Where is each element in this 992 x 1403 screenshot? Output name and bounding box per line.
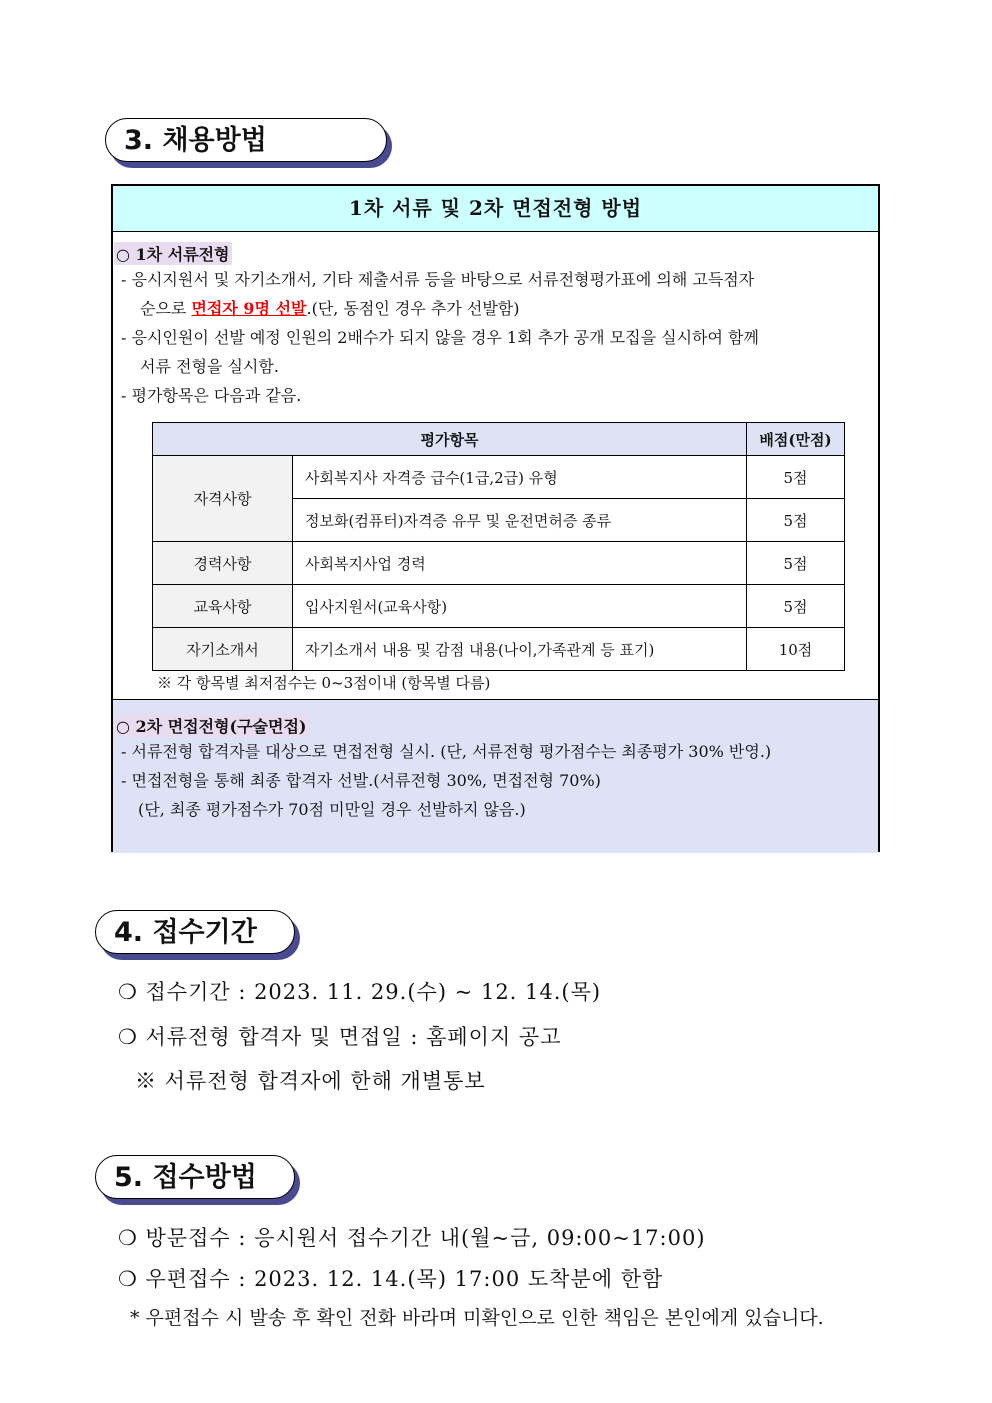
item-cell: 정보화(컴퓨터)자격증 유무 및 운전면허증 종류 bbox=[293, 499, 747, 542]
score-cell: 5점 bbox=[747, 499, 845, 542]
text: .(단, 동점인 경우 추가 선발함) bbox=[306, 299, 520, 318]
stage1-line3: - 응시인원이 선발 예정 인원의 2배수가 되지 않을 경우 1회 추가 공개 모집을 실시하여 함께 bbox=[121, 328, 759, 347]
highlight-text: 면접자 9명 선발 bbox=[191, 299, 307, 318]
stage1-line1: - 응시지원서 및 자기소개서, 기타 제출서류 등을 바탕으로 서류전형평가표에 의해 고득점자 bbox=[121, 270, 755, 289]
score-cell: 5점 bbox=[747, 585, 845, 628]
stage1-line5: - 평가항목은 다음과 같음. bbox=[121, 386, 302, 405]
item-cell: 사회복지사 자격증 급수(1급,2급) 유형 bbox=[293, 456, 747, 499]
table-row bbox=[153, 456, 845, 499]
table-note: ※ 각 항목별 최저점수는 0~3점이내 (항목별 다름) bbox=[157, 674, 491, 692]
stage1-line4: 서류 전형을 실시함. bbox=[140, 357, 279, 376]
stage2-section bbox=[113, 700, 878, 853]
text: 순으로 bbox=[140, 299, 192, 318]
category-cell: 자격사항 bbox=[153, 456, 293, 542]
period-note: ※ 서류전형 합격자에 한해 개별통보 bbox=[135, 1069, 486, 1093]
evaluation-table bbox=[152, 422, 845, 671]
period-item: ❍ 서류전형 합격자 및 면접일 : 홈페이지 공고 bbox=[118, 1025, 562, 1049]
category-cell: 경력사항 bbox=[153, 542, 293, 585]
table-row bbox=[153, 628, 845, 671]
box-title: 1차 서류 및 2차 면접전형 방법 bbox=[113, 186, 878, 232]
score-cell: 5점 bbox=[747, 542, 845, 585]
item-cell: 입사지원서(교육사항) bbox=[293, 585, 747, 628]
section-4-heading: 4. 접수기간 bbox=[95, 910, 295, 954]
stage2-label: ○ 2차 면접전형(구술면접) bbox=[114, 714, 308, 737]
header-item: 평가항목 bbox=[153, 423, 747, 456]
table-row bbox=[153, 585, 845, 628]
table-header-row bbox=[153, 423, 845, 456]
section-5-heading: 5. 접수방법 bbox=[95, 1155, 295, 1199]
selection-method-box bbox=[111, 184, 880, 852]
stage2-line2: - 면접전형을 통해 최종 합격자 선발.(서류전형 30%, 면접전형 70%) bbox=[121, 771, 601, 790]
method-item: ❍ 방문접수 : 응시원서 접수기간 내(월~금, 09:00~17:00) bbox=[118, 1226, 706, 1250]
stage1-section bbox=[113, 232, 878, 700]
item-cell: 사회복지사업 경력 bbox=[293, 542, 747, 585]
category-cell: 자기소개서 bbox=[153, 628, 293, 671]
period-item: ❍ 접수기간 : 2023. 11. 29.(수) ~ 12. 14.(목) bbox=[118, 980, 602, 1004]
score-cell: 10점 bbox=[747, 628, 845, 671]
table-row bbox=[153, 542, 845, 585]
method-note: * 우편접수 시 발송 후 확인 전화 바라며 미확인으로 인한 책임은 본인에게 있습니다. bbox=[130, 1307, 824, 1329]
category-cell: 교육사항 bbox=[153, 585, 293, 628]
score-cell: 5점 bbox=[747, 456, 845, 499]
item-cell: 자기소개서 내용 및 감점 내용(나이,가족관계 등 표기) bbox=[293, 628, 747, 671]
stage1-label: ○ 1차 서류전형 bbox=[114, 242, 232, 265]
header-score: 배점(만점) bbox=[747, 423, 845, 456]
method-item: ❍ 우편접수 : 2023. 12. 14.(목) 17:00 도착분에 한함 bbox=[118, 1267, 664, 1291]
stage2-line3: (단, 최종 평가점수가 70점 미만일 경우 선발하지 않음.) bbox=[138, 800, 526, 819]
stage1-line2 bbox=[140, 294, 878, 323]
section-3-heading: 3. 채용방법 bbox=[105, 118, 387, 162]
stage2-line1: - 서류전형 합격자를 대상으로 면접전형 실시. (단, 서류전형 평가점수는 최종평가 30% 반영.) bbox=[121, 742, 772, 761]
